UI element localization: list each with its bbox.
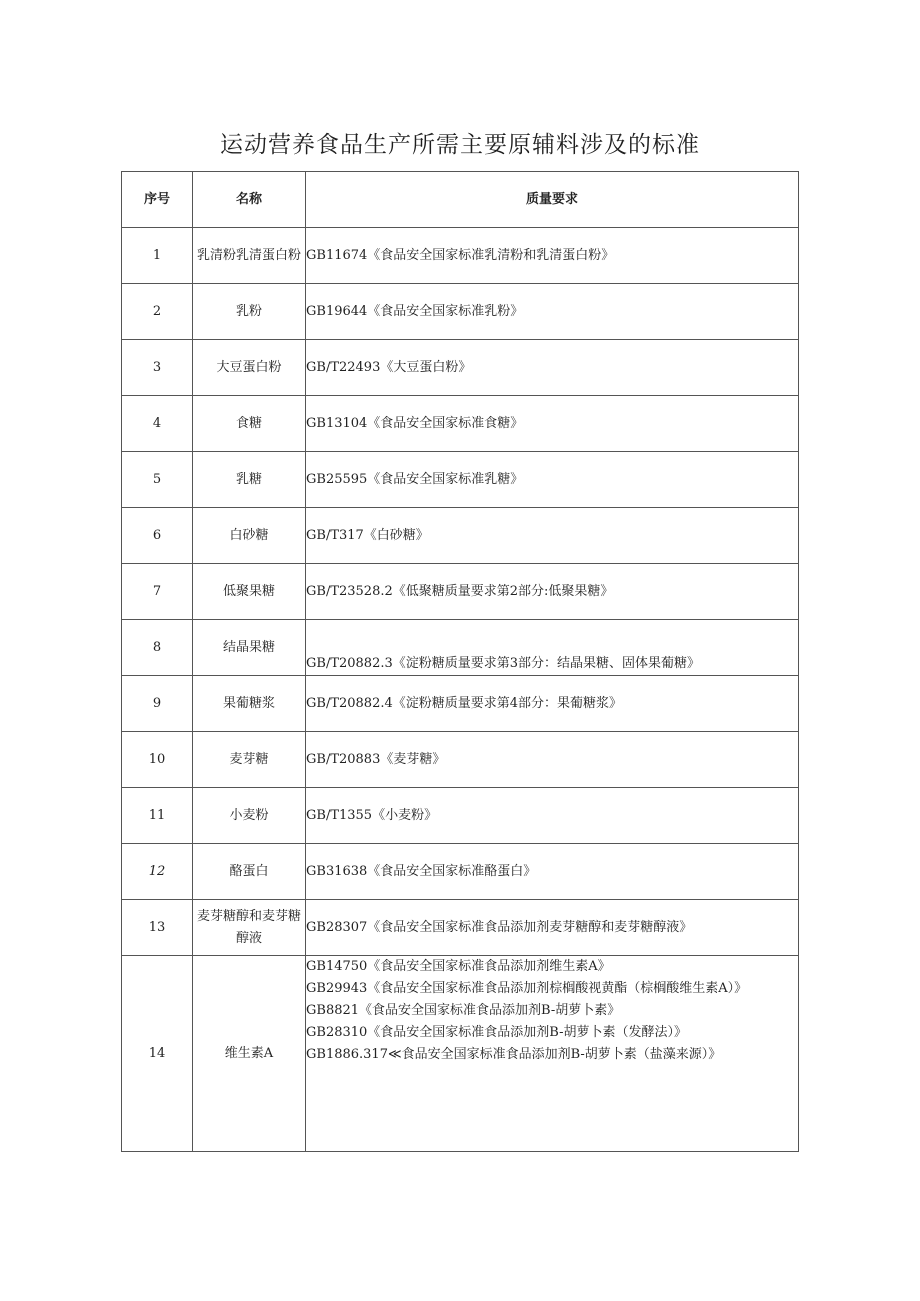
row-requirement: GB/T1355《小麦粉》 xyxy=(306,788,799,844)
requirement-line: GB1886.317≪食品安全国家标准食品添加剂B-胡萝卜素（盐藻来源）》 xyxy=(306,1047,722,1062)
table-row xyxy=(122,508,799,564)
row-seq: 13 xyxy=(122,900,193,956)
row-requirement: GB/T20882.3《淀粉糖质量要求第3部分：结晶果糖、固体果葡糖》 xyxy=(306,620,799,676)
row-name: 低聚果糖 xyxy=(193,564,306,620)
page-title: 运动营养食品生产所需主要原辅料涉及的标准 xyxy=(220,132,700,158)
row-seq: 6 xyxy=(122,508,193,564)
table-row xyxy=(122,844,799,900)
row-seq: 2 xyxy=(122,284,193,340)
requirement-line: GB28310《食品安全国家标准食品添加剂B-胡萝卜素（发酵法）》 xyxy=(306,1025,687,1040)
row-seq: 9 xyxy=(122,676,193,732)
row-seq: 8 xyxy=(122,620,193,676)
row-name: 维生素A xyxy=(193,956,306,1152)
row-requirement: GB31638《食品安全国家标准酪蛋白》 xyxy=(306,844,799,900)
row-requirement: GB/T22493《大豆蛋白粉》 xyxy=(306,340,799,396)
row-requirement: GB/T20882.4《淀粉糖质量要求第4部分：果葡糖浆》 xyxy=(306,676,799,732)
table-row xyxy=(122,788,799,844)
row-seq: 4 xyxy=(122,396,193,452)
row-name: 麦芽糖醇和麦芽糖醇液 xyxy=(193,900,306,956)
table-row xyxy=(122,396,799,452)
standards-table xyxy=(121,171,799,1152)
row-name: 麦芽糖 xyxy=(193,732,306,788)
row-name: 食糖 xyxy=(193,396,306,452)
header-seq: 序号 xyxy=(122,172,193,228)
row-name: 乳糖 xyxy=(193,452,306,508)
row-requirement: GB/T20883《麦芽糖》 xyxy=(306,732,799,788)
header-name: 名称 xyxy=(193,172,306,228)
table-row xyxy=(122,956,799,1152)
row-seq: 5 xyxy=(122,452,193,508)
requirement-line: GB8821《食品安全国家标准食品添加剂B-胡萝卜素》 xyxy=(306,1003,621,1018)
row-name: 大豆蛋白粉 xyxy=(193,340,306,396)
table-row xyxy=(122,732,799,788)
row-requirement: GB/T317《白砂糖》 xyxy=(306,508,799,564)
row-name: 小麦粉 xyxy=(193,788,306,844)
row-requirement: GB11674《食品安全国家标准乳清粉和乳清蛋白粉》 xyxy=(306,228,799,284)
row-requirement: GB13104《食品安全国家标准食糖》 xyxy=(306,396,799,452)
table-row xyxy=(122,340,799,396)
row-requirement: GB/T23528.2《低聚糖质量要求第2部分:低聚果糖》 xyxy=(306,564,799,620)
table-row xyxy=(122,620,799,676)
row-requirement: GB28307《食品安全国家标准食品添加剂麦芽糖醇和麦芽糖醇液》 xyxy=(306,900,799,956)
row-seq: 3 xyxy=(122,340,193,396)
row-requirement: GB19644《食品安全国家标准乳粉》 xyxy=(306,284,799,340)
table-row xyxy=(122,228,799,284)
row-seq: 14 xyxy=(122,956,193,1152)
requirement-line: GB29943《食品安全国家标准食品添加剂棕榈酸视黄酯（棕榈酸维生素A）》 xyxy=(306,981,748,996)
row-name: 乳粉 xyxy=(193,284,306,340)
row-requirement: GB25595《食品安全国家标准乳糖》 xyxy=(306,452,799,508)
row-seq: 12 xyxy=(122,844,193,900)
row-requirement-list xyxy=(306,956,799,1152)
row-name: 白砂糖 xyxy=(193,508,306,564)
table-row xyxy=(122,900,799,956)
row-name: 果葡糖浆 xyxy=(193,676,306,732)
table-row xyxy=(122,564,799,620)
row-name: 结晶果糖 xyxy=(193,620,306,676)
row-seq: 1 xyxy=(122,228,193,284)
table-row xyxy=(122,284,799,340)
row-seq: 7 xyxy=(122,564,193,620)
row-seq: 10 xyxy=(122,732,193,788)
row-name: 酪蛋白 xyxy=(193,844,306,900)
header-requirement: 质量要求 xyxy=(306,172,799,228)
table-row xyxy=(122,676,799,732)
row-name: 乳清粉乳清蛋白粉 xyxy=(193,228,306,284)
table-header-row xyxy=(122,172,799,228)
table-row xyxy=(122,452,799,508)
requirement-line: GB14750《食品安全国家标准食品添加剂维生素A》 xyxy=(306,959,611,974)
row-seq: 11 xyxy=(122,788,193,844)
